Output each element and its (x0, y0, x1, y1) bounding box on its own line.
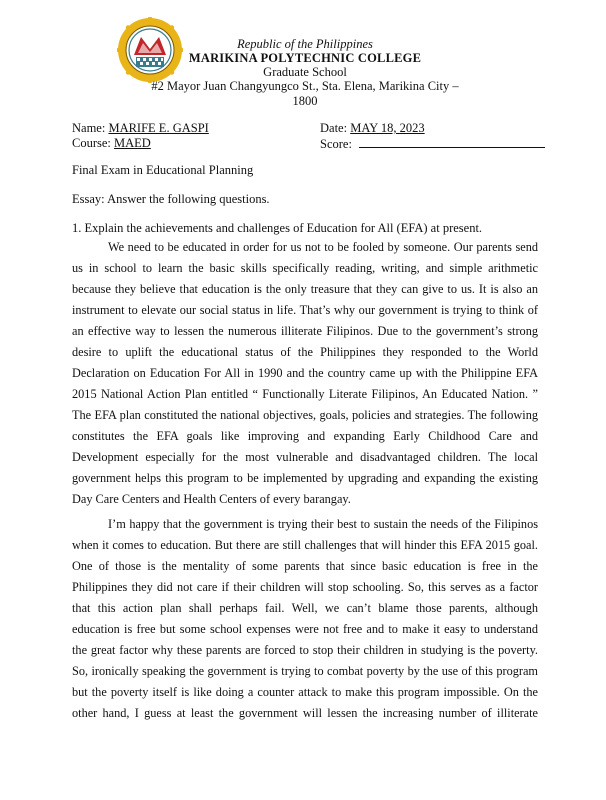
date-field (320, 121, 425, 136)
text-line: 2015 National Action Plan entitled “ Functionally Literate Filipinos, An Educated Nation. ” (72, 387, 538, 401)
score-field (320, 136, 545, 152)
text-line: but the poverty itself is like doing a counter attack to make this program impossible. On the (72, 685, 538, 699)
course-label: Course: (72, 136, 115, 150)
score-blank-line (359, 136, 545, 148)
date-value: MAY 18, 2023 (350, 121, 425, 135)
text-line: government helps this program to be implemented by upgrading and expanding the existing (72, 471, 538, 485)
name-field (72, 121, 209, 136)
header-school: Graduate School (263, 65, 347, 79)
question: 1. Explain the achievements and challenges of Education for All (EFA) at present. (72, 221, 483, 235)
text-line: One of those is the mentality of some parents that since basic education is free in the (72, 559, 538, 573)
name-label: Name: (72, 121, 109, 135)
text-line: Philippines they did not care if their children will stop schooling. So, this serves as a factor (72, 580, 538, 594)
header-college-name: MARIKINA POLYTECHNIC COLLEGE (188, 51, 422, 65)
text-line: We need to be educated in order for us not to be fooled by someone. Our parents send (108, 240, 538, 254)
course-field (72, 136, 151, 151)
text-line: Development especially for the most vulnerable and disadvantaged children. The local (72, 450, 538, 464)
text-line: Day Care Centers and Health Centers of every barangay. (72, 492, 351, 506)
text-line: constitutes the EFA goals like improving and expanding Early Childhood Care and (72, 429, 538, 443)
text-line: The EFA plan constituted the national objectives, goals, policies and strategies. The following (72, 408, 538, 422)
text-line: the great factor why these parents are forced to stop their children in studying is the poverty. (72, 643, 538, 657)
header-country: Republic of the Philippines (237, 37, 373, 51)
text-line: when it comes to education. But there are still challenges that will hinder this EFA 2015 goal. (72, 538, 538, 552)
instruction: Essay: Answer the following questions. (72, 192, 270, 206)
text-line: I’m happy that the government is trying their best to sustain the needs of the Filipinos (108, 517, 538, 531)
exam-title: Final Exam in Educational Planning (72, 163, 254, 177)
date-label: Date: (320, 121, 351, 135)
text-line: that this action plan shall perhaps fail. Well, we can’t blame those parents, although (72, 601, 538, 615)
text-line: instrument to elevate our social status in life. That’s why our government is trying to think of (72, 303, 538, 317)
score-label: Score: (320, 137, 356, 151)
text-line: an effective way to lessen the numerous illiterate Filipinos. Due to the government’s strong (72, 324, 538, 338)
text-line: So, ironically speaking the government is trying to combat poverty by the use of this program (72, 664, 538, 678)
text-line: other hand, I guess at least the government will lessen the increasing number of illiterate (72, 706, 538, 720)
text-line: education is free but some school expenses were not free and to make it easy to understand (72, 622, 538, 636)
text-line: desire to uplift the educational status of the Philippines they responded to the World (72, 345, 538, 359)
course-value: MAED (114, 136, 151, 150)
header-address: #2 Mayor Juan Changyungco St., Sta. Elena, Marikina City – 1800 (151, 79, 459, 108)
text-line: us in school to learn the basic skills specifically reading, writing, and simple arithmetic (72, 261, 538, 275)
name-value: MARIFE E. GASPI (108, 121, 209, 135)
text-line: Declaration on Education For All in 1990 and the country came up with the Philippine EFA (72, 366, 538, 380)
text-line: because they believe that education is the only treasure that they can give to us. It is also an (72, 282, 538, 296)
